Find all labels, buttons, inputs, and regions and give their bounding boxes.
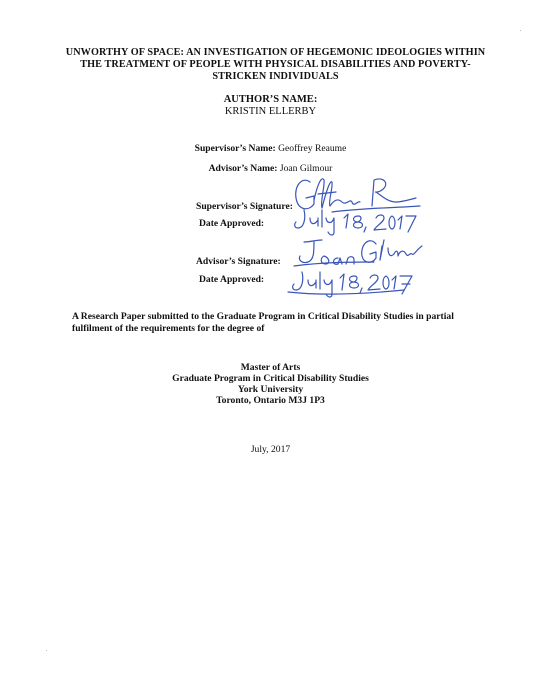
scan-speck [520, 30, 521, 31]
advisor-name-line [0, 163, 541, 174]
submission-date: July, 2017 [250, 444, 291, 455]
university-address: Toronto, Ontario M3J 1P3 [216, 395, 325, 406]
supervisor-name-label: Supervisor’s Name: [194, 143, 276, 154]
degree-block [0, 362, 541, 406]
advisor-signature-image [284, 232, 424, 302]
degree-name: Master of Arts [240, 362, 301, 373]
date-approved-label-1: Date Approved: [199, 218, 265, 229]
supervisor-name-value: Geoffrey Reaume [278, 143, 347, 154]
author-name: KRISTIN ELLERBY [224, 106, 317, 117]
advisor-signature-label: Advisor’s Signature: [196, 256, 281, 267]
submission-statement: A Research Paper submitted to the Graduate Program in Critical Disability Studies in partial fulfilment of the requirements for the degree of [72, 311, 454, 334]
author-heading: AUTHOR’S NAME: [223, 94, 318, 105]
advisor-name-label: Advisor’s Name: [208, 163, 278, 174]
supervisor-name-line [0, 143, 541, 154]
university-name: York University [237, 384, 304, 395]
advisor-name-value: Joan Gilmour [279, 163, 333, 174]
document-title: UNWORTHY OF SPACE: AN INVESTIGATION OF HEGEMONIC IDEOLOGIES WITHIN THE TREATMENT OF PEOPLE WITH PHYSICAL DISABILITIES AND POVERTY-STRICKEN INDIVIDUALS [65, 47, 486, 82]
supervisor-signature-label: Supervisor’s Signature: [196, 201, 293, 212]
scan-speck [46, 650, 47, 651]
date-approved-label-2: Date Approved: [199, 274, 265, 285]
program-name: Graduate Program in Critical Disability Studies [172, 373, 369, 384]
